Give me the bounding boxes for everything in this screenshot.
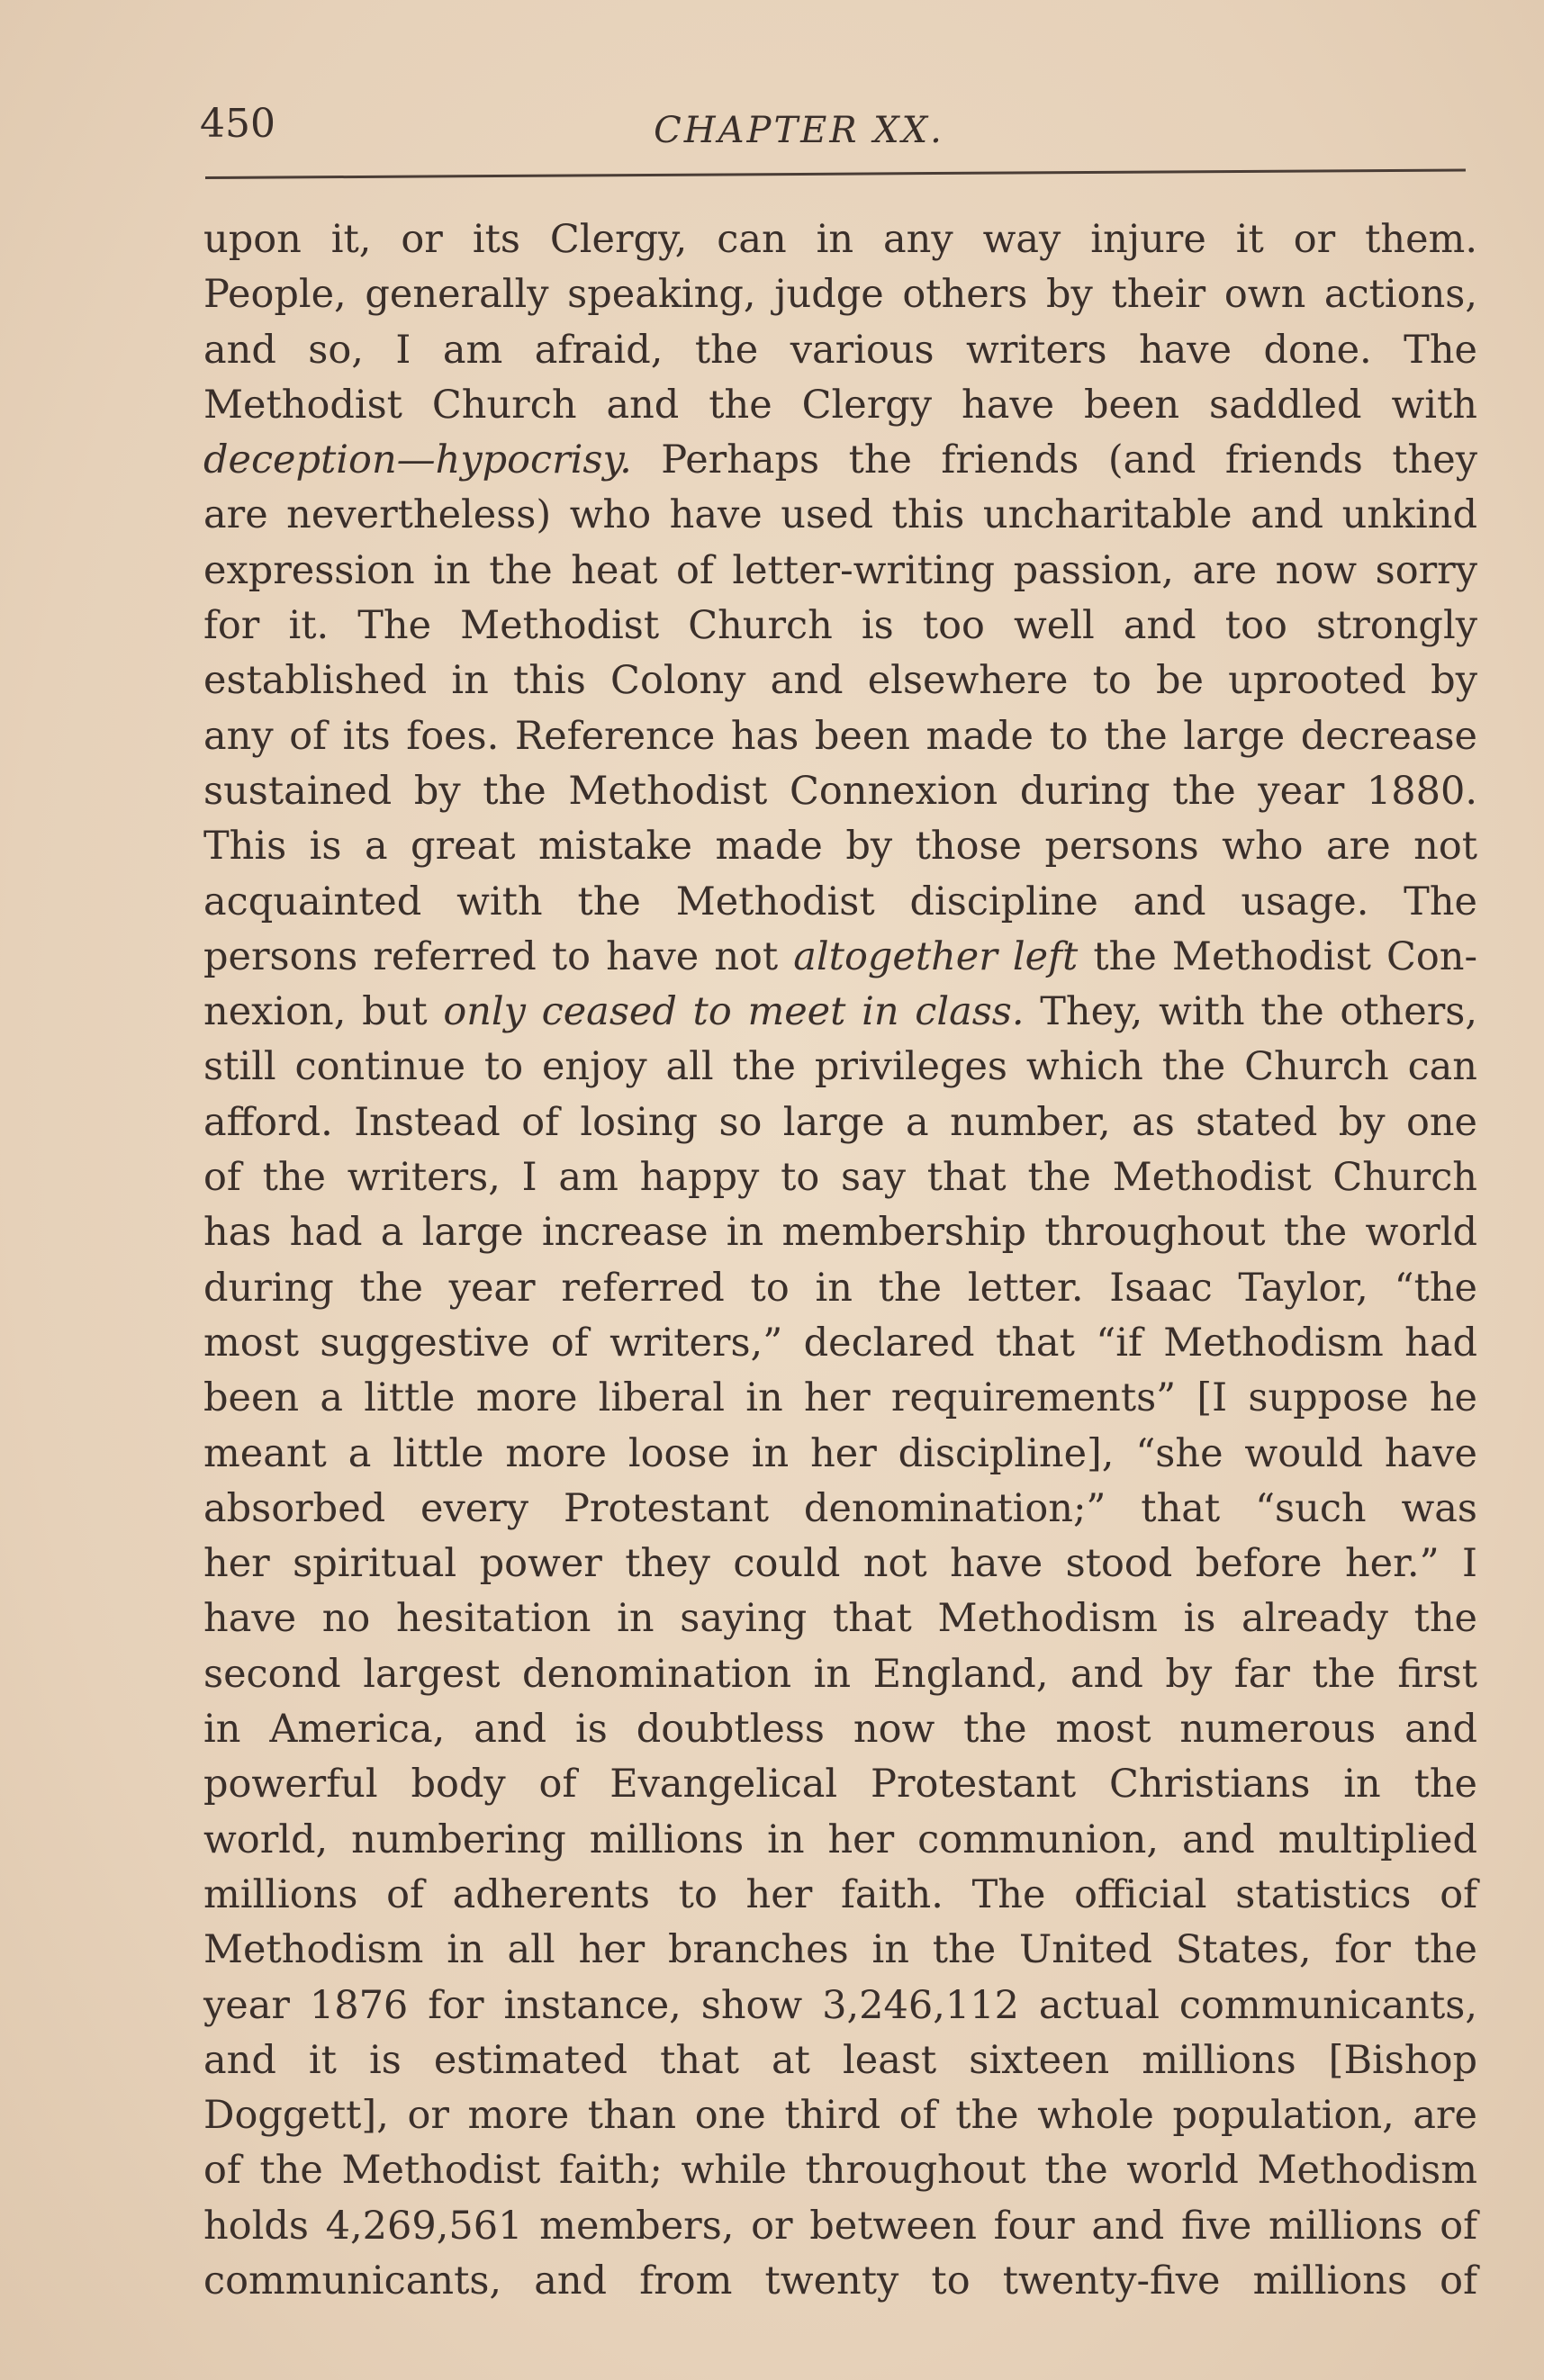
text-segment: They, with the others,	[1024, 989, 1477, 1035]
text-segment: millions of adherents to her faith. The official statistics of	[203, 1871, 1477, 1917]
text-line	[203, 1979, 1477, 2033]
text-segment: Doggett], or more than one third of the whole population, are	[203, 2093, 1477, 2139]
text-segment: of the writers, I am happy to say that the Methodist Church	[203, 1155, 1477, 1201]
text-line	[203, 875, 1477, 930]
text-line	[203, 433, 1477, 488]
text-line	[203, 1095, 1477, 1150]
text-line	[203, 1868, 1477, 1923]
text-line	[203, 2033, 1477, 2088]
text-line	[203, 1427, 1477, 1482]
text-line	[203, 1150, 1477, 1205]
text-segment: year 1876 for instance, show 3,246,112 actual communicants,	[203, 1982, 1477, 2028]
text-segment: nexion, but	[203, 989, 444, 1035]
text-segment: the Methodist Con-	[1078, 933, 1477, 979]
text-line	[203, 1261, 1477, 1316]
text-line	[203, 1371, 1477, 1426]
text-segment: meant a little more loose in her discipline], “she would have	[203, 1430, 1477, 1476]
text-segment: Methodism in all her branches in the United States, for the	[203, 1927, 1477, 1973]
text-segment: for it. The Methodist Church is too well and too strongly	[203, 603, 1477, 649]
text-segment: holds 4,269,561 members, or between four and five millions of	[203, 2203, 1477, 2249]
text-line	[203, 985, 1477, 1040]
text-segment: communicants, and from twenty to twenty-five millions of	[203, 2258, 1477, 2303]
text-line	[203, 1923, 1477, 1978]
text-line	[203, 2088, 1477, 2143]
text-segment: absorbed every Protestant denomination;” that “such was	[203, 1485, 1477, 1531]
text-segment: expression in the heat of letter-writing passion, are now sorry	[203, 547, 1477, 593]
page-number: 450	[200, 101, 275, 147]
text-line	[203, 930, 1477, 985]
text-line	[203, 764, 1477, 819]
text-segment: This is a great mistake made by those persons who are not	[203, 824, 1477, 870]
text-line	[203, 378, 1477, 433]
text-line	[203, 1591, 1477, 1646]
text-segment: during the year referred to in the letter. Isaac Taylor, “the	[203, 1265, 1477, 1311]
text-segment: afford. Instead of losing so large a number, as stated by one	[203, 1099, 1477, 1145]
text-line	[203, 1040, 1477, 1095]
text-line	[203, 488, 1477, 543]
text-segment: persons referred to have not	[203, 933, 794, 979]
text-line	[203, 819, 1477, 874]
text-segment: are nevertheless) who have used this uncharitable and unkind	[203, 492, 1477, 538]
text-segment: her spiritual power they could not have stood before her.” I	[203, 1541, 1477, 1587]
text-segment: most suggestive of writers,” declared that “if Methodism had	[203, 1320, 1477, 1366]
text-line	[203, 2143, 1477, 2198]
text-line	[203, 1647, 1477, 1702]
text-line	[203, 2199, 1477, 2254]
text-segment: still continue to enjoy all the privileges which the Church can	[203, 1044, 1477, 1090]
text-segment: acquainted with the Methodist discipline and usage. The	[203, 879, 1477, 924]
text-line	[203, 1813, 1477, 1868]
text-line	[203, 267, 1477, 322]
text-line	[203, 544, 1477, 599]
text-line	[203, 1482, 1477, 1537]
italic-text: altogether left	[793, 933, 1079, 979]
text-segment: and it is estimated that at least sixteen millions [Bishop	[203, 2037, 1477, 2083]
italic-text: only ceased to meet in class.	[443, 989, 1025, 1035]
text-line	[203, 212, 1477, 267]
text-segment: established in this Colony and elsewhere to be uprooted by	[203, 658, 1477, 704]
text-segment: have no hesitation in saying that Methodism is already the	[203, 1596, 1477, 1642]
text-segment: of the Methodist faith; while throughout the world Methodism	[203, 2148, 1477, 2194]
text-segment: in America, and is doubtless now the most numerous and	[203, 1707, 1477, 1753]
text-segment: has had a large increase in membership throughout the world	[203, 1210, 1477, 1256]
text-segment: any of its foes. Reference has been made to the large decrease	[203, 713, 1477, 759]
text-segment: second largest denomination in England, and by far the first	[203, 1651, 1477, 1697]
text-segment: upon it, or its Clergy, can in any way injure it or them.	[203, 217, 1477, 262]
text-segment: and so, I am afraid, the various writers have done. The	[203, 327, 1477, 373]
text-line	[203, 1757, 1477, 1812]
running-title: CHAPTER XX.	[654, 110, 944, 151]
text-segment: Perhaps the friends (and friends they	[631, 437, 1477, 483]
text-line	[203, 599, 1477, 654]
text-segment: Methodist Church and the Clergy have been saddled with	[203, 382, 1477, 428]
text-segment: powerful body of Evangelical Protestant Christians in the	[203, 1762, 1477, 1808]
body-text	[203, 212, 1477, 2309]
text-line	[203, 1205, 1477, 1260]
text-segment: world, numbering millions in her communion, and multiplied	[203, 1817, 1477, 1862]
text-line	[203, 654, 1477, 708]
header-rule	[205, 168, 1466, 179]
text-segment: been a little more liberal in her requirements” [I suppose he	[203, 1375, 1477, 1421]
text-line	[203, 1702, 1477, 1757]
text-line	[203, 1316, 1477, 1371]
text-line	[203, 709, 1477, 764]
text-line	[203, 1537, 1477, 1591]
text-segment: sustained by the Methodist Connexion during the year 1880.	[203, 768, 1477, 814]
text-line	[203, 2254, 1477, 2309]
italic-text: deception—hypocrisy.	[203, 437, 632, 483]
text-segment: People, generally speaking, judge others by their own actions,	[203, 272, 1477, 318]
text-line	[203, 323, 1477, 378]
